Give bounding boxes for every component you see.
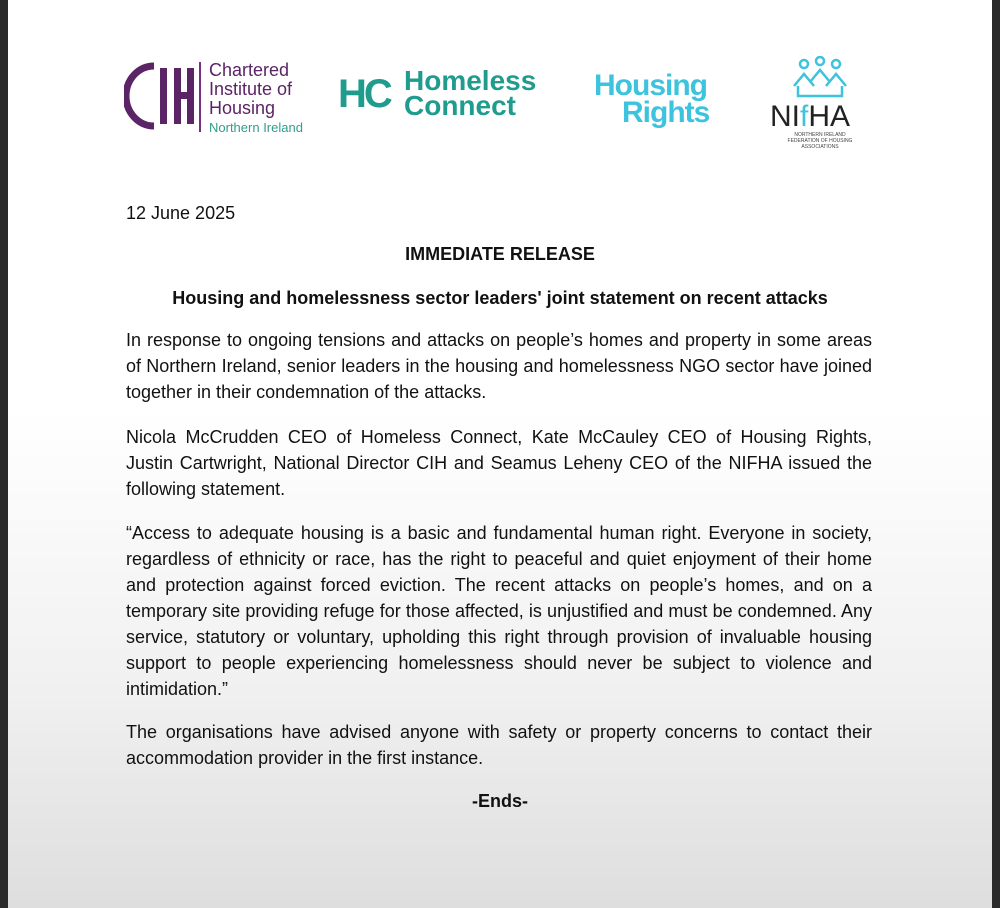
hc-name-line1: Homeless	[404, 65, 537, 96]
cih-subtitle: Northern Ireland	[209, 120, 303, 135]
nifha-tagline	[770, 132, 870, 150]
housing-rights-logo	[594, 69, 724, 132]
houses-people-icon	[790, 56, 850, 100]
hr-name-line1: Housing	[594, 69, 707, 102]
cih-name-line3: Housing	[209, 98, 276, 118]
release-title: Housing and homelessness sector leaders' joint statement on recent attacks	[172, 288, 828, 308]
cih-divider	[199, 62, 201, 132]
paragraph-intro: In response to ongoing tensions and attacks on people’s homes and property in some areas of Northern Ireland, senior leaders in the housing and homelessness NGO sector have joined together in their condemnation of the attacks.	[126, 330, 872, 402]
paragraph-statement-quote: “Access to adequate housing is a basic and fundamental human right. Everyone in society, regardless of ethnicity or race, has the right to peaceful and quiet enjoyment of their home and protection against forced eviction. The recent attacks on people’s homes, and on a temporary site providing refuge for those affected, is unjustified and must be condemned. Any service, statutory or voluntary, upholding this right through provision of invaluable housing support to people experiencing homelessness should never be subject to violence and intimidation.”	[126, 523, 872, 699]
cih-name-line2: Institute of	[209, 79, 293, 99]
hc-name-line2: Connect	[404, 90, 516, 121]
cih-monogram-icon	[124, 58, 196, 134]
hc-mark: HC	[338, 72, 390, 116]
ends-marker: -Ends-	[472, 791, 528, 811]
cih-name-line1: Chartered	[209, 60, 290, 80]
hr-name-line2: Rights	[622, 96, 710, 129]
paragraph-advice: The organisations have advised anyone with safety or property concerns to contact their accommodation provider in the first instance.	[126, 722, 872, 768]
nifha-prefix: NI	[770, 100, 800, 133]
nifha-tagline-1: NORTHERN IRELAND	[794, 132, 846, 138]
nifha-f: f	[800, 100, 809, 133]
press-release-page	[8, 0, 992, 908]
cih-logo	[124, 58, 314, 134]
nifha-tagline-2: FEDERATION OF HOUSING ASSOCIATIONS	[787, 138, 853, 150]
release-label: IMMEDIATE RELEASE	[405, 244, 595, 264]
nifha-logo	[770, 56, 870, 150]
nifha-suffix: HA	[808, 100, 851, 133]
logo-bar	[8, 50, 992, 150]
paragraph-signatories: Nicola McCrudden CEO of Homeless Connect, Kate McCauley CEO of Housing Rights, Justin Cartwright, National Director CIH and Seamus Leheny CEO of the NIFHA issued the following statement.	[126, 427, 872, 499]
nifha-wordmark	[770, 100, 850, 134]
homeless-connect-logo	[338, 65, 568, 124]
release-date: 12 June 2025	[126, 203, 236, 223]
